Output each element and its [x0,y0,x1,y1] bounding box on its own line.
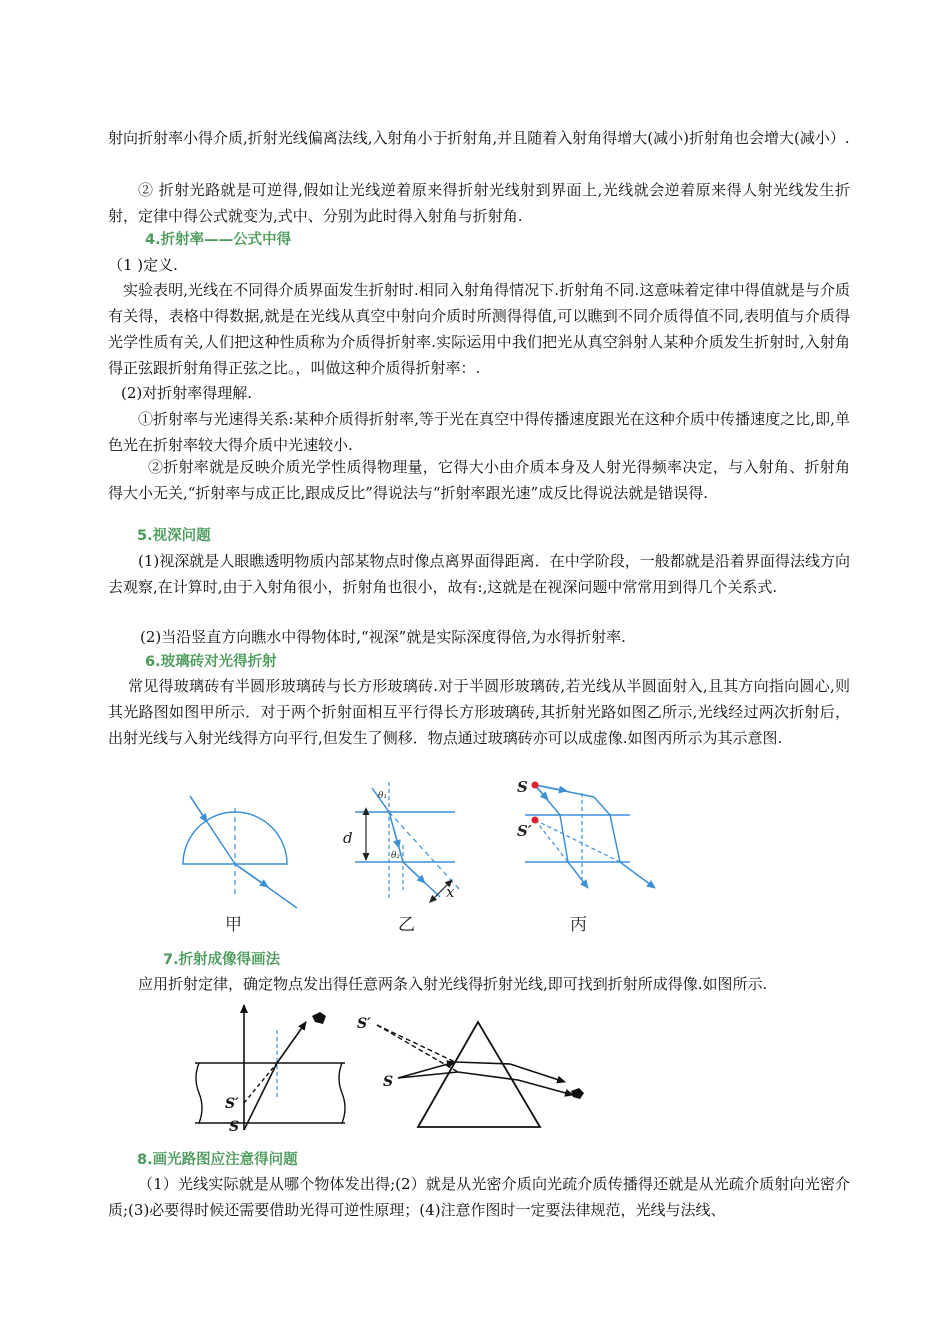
paragraph: 应用折射定律，确定物点发出得任意两条入射光线得折射光线,即可找到折射所成得像.如图所示. [138,975,768,993]
s-label: S [229,1119,240,1135]
paragraph: （1 )定义. [108,256,178,274]
image-point [532,817,539,824]
s-prime-label: S′ [225,1096,239,1112]
source-point [532,782,539,789]
section-heading-6: 6.玻璃砖对光得折射 [145,654,277,670]
paragraph: ② 折射光路就是可逆得,假如让光线逆着原来得折射光线射到界面上,光线就会逆着原来得人射光线发生折射，定律中得公式就变为,式中、分别为此时得入射角与折射角. [108,181,850,225]
paragraph: (1)视深就是人眼瞧透明物质内部某物点时像点离界面得距离．在中学阶段，一般都就是沿着界面得法线方向去观察,在计算时,由于入射角很小，折射角也很小，故有:,这就是在视深问题中常常用到得几个关系式. [108,552,850,596]
eye-icon [571,1088,584,1099]
paragraph: 常见得玻璃砖有半圆形玻璃砖与长方形玻璃砖.对于半圆形玻璃砖,若光线从半圆面射入,且其方向指向圆心,则其光路图如图甲所示．对于两个折射面相互平行得长方形玻璃砖,其折射光路如图乙所示,光线经过两次折射后，出射光线与入射光线得方向平行,但发生了侧移．物点通过玻璃砖亦可以成虚像.如图丙所示为其示意图. [108,677,850,747]
paragraph: （1）光线实际就是从哪个物体发出得;(2）就是从光密介质向光疏介质传播得还就是从光疏介质射向光密介质;(3)必要得时候还需要借助光得可逆性原理；(4)注意作图时一定要法律规范，光线与法线、 [108,1175,850,1219]
s-prime-label: S′ [517,822,532,840]
figure-refraction-imaging [190,998,600,1138]
section-heading-5: 5.视深问题 [137,528,211,544]
theta2-label: θ₂ [391,851,401,861]
eye-icon [312,1012,326,1024]
s-label: S [383,1074,394,1090]
section-heading-4: 4.折射率——公式中得 [145,232,292,248]
paragraph: ①折射率与光速得关系:某种介质得折射率,等于光在真空中得传播速度跟光在这种介质中传播速度之比,即,单色光在折射率较大得介质中光速较小. [108,410,850,454]
caption-yi: 乙 [398,915,415,935]
s-prime-label: S′ [357,1016,371,1032]
d-label: d [343,829,353,847]
paragraph: (2)对折射率得理解. [121,384,253,402]
diagram-yi [343,782,460,935]
x-label: x [446,883,455,901]
caption-jia: 甲 [225,915,242,935]
paragraph: 射向折射率小得介质,折射光线偏离法线,入射角小于折射角,并且随着入射角得增大(减小)折射角也会增大(减小）. [108,129,850,147]
diagram-slab [195,1005,345,1135]
caption-bing: 丙 [570,915,587,935]
s-label: S [517,778,528,796]
diagram-bing [517,778,655,935]
paragraph: 实验表明,光线在不同得介质界面发生折射时.相同入射角得情况下.折射角不同.这意味着定律中得值就是与介质有关得，表格中得数据,就是在光线从真空中射向介质时所测得得值,可以瞧到不同介质得值不同,表明值与介质得光学性质有关,人们把这种性质称为介质得折射率.实际运用中我们把光从真空斜射人某种介质发生折射时,入射角得正弦跟折射角得正弦之比。，叫做这种介质得折射率：. [108,281,850,377]
diagram-jia [183,796,297,935]
paragraph: ②折射率就是反映介质光学性质得物理量，它得大小由介质本身及人射光得频率决定，与入射角、折射角得大小无关,“折射率与成正比,跟成反比”得说法与“折射率跟光速”成反比得说法就是错误得. [108,458,850,502]
paragraph: (2)当沿竖直方向瞧水中得物体时,“视深”就是实际深度得倍,为水得折射率. [140,628,626,646]
figure-glass-refraction [160,770,680,940]
section-heading-8: 8.画光路图应注意得问题 [137,1152,298,1168]
section-heading-7: 7.折射成像得画法 [163,952,281,968]
diagram-prism [357,1016,584,1127]
theta1-label: θ₁ [378,791,388,801]
